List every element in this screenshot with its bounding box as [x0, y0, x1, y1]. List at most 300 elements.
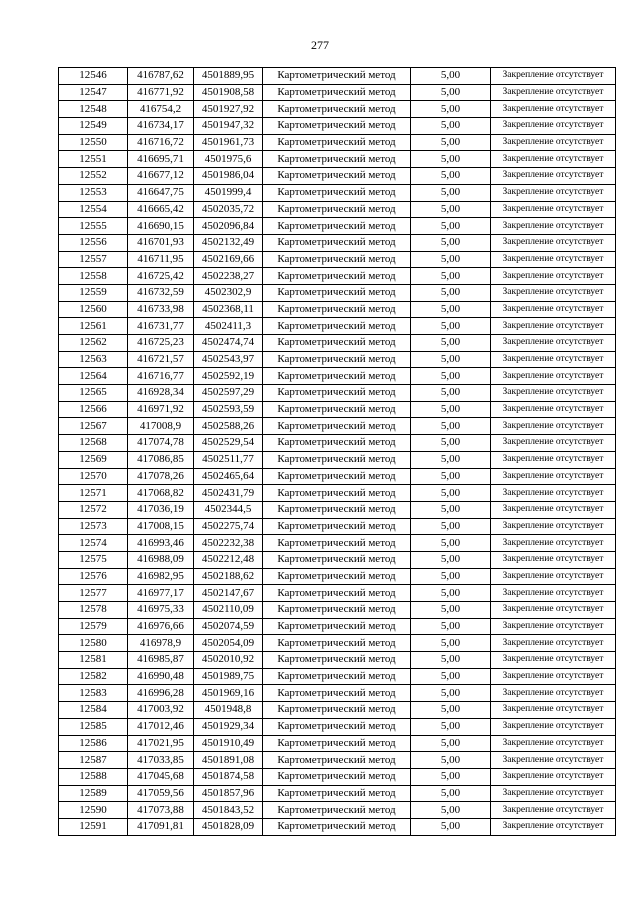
cell-x-coordinate: 417086,85: [128, 451, 194, 468]
cell-point-number: 12572: [59, 501, 128, 518]
cell-method: Картометрический метод: [263, 802, 411, 819]
cell-x-coordinate: 416971,92: [128, 401, 194, 418]
cell-method: Картометрический метод: [263, 401, 411, 418]
cell-method: Картометрический метод: [263, 134, 411, 151]
cell-point-number: 12563: [59, 351, 128, 368]
cell-point-number: 12585: [59, 718, 128, 735]
cell-y-coordinate: 4502035,72: [194, 201, 263, 218]
table-row: [59, 418, 616, 435]
table-row: [59, 301, 616, 318]
cell-fixing: Закрепление отсутствует: [491, 785, 616, 802]
cell-x-coordinate: 416731,77: [128, 318, 194, 335]
cell-x-coordinate: 416787,62: [128, 68, 194, 85]
cell-point-number: 12587: [59, 752, 128, 769]
cell-accuracy: 5,00: [411, 451, 491, 468]
cell-method: Картометрический метод: [263, 68, 411, 85]
cell-x-coordinate: 416725,42: [128, 268, 194, 285]
cell-method: Картометрический метод: [263, 685, 411, 702]
cell-y-coordinate: 4502212,48: [194, 551, 263, 568]
table-row: [59, 735, 616, 752]
cell-y-coordinate: 4501910,49: [194, 735, 263, 752]
cell-method: Картометрический метод: [263, 351, 411, 368]
cell-method: Картометрический метод: [263, 668, 411, 685]
cell-method: Картометрический метод: [263, 535, 411, 552]
cell-x-coordinate: 417036,19: [128, 501, 194, 518]
cell-y-coordinate: 4502302,9: [194, 284, 263, 301]
cell-x-coordinate: 417091,81: [128, 818, 194, 835]
cell-method: Картометрический метод: [263, 468, 411, 485]
cell-fixing: Закрепление отсутствует: [491, 768, 616, 785]
cell-method: Картометрический метод: [263, 101, 411, 118]
cell-x-coordinate: 417012,46: [128, 718, 194, 735]
cell-x-coordinate: 416725,23: [128, 335, 194, 352]
cell-accuracy: 5,00: [411, 435, 491, 452]
cell-method: Картометрический метод: [263, 385, 411, 402]
cell-accuracy: 5,00: [411, 602, 491, 619]
cell-point-number: 12562: [59, 335, 128, 352]
cell-point-number: 12570: [59, 468, 128, 485]
cell-y-coordinate: 4502010,92: [194, 652, 263, 669]
cell-y-coordinate: 4502238,27: [194, 268, 263, 285]
cell-point-number: 12551: [59, 151, 128, 168]
cell-point-number: 12573: [59, 518, 128, 535]
table-row: [59, 134, 616, 151]
cell-method: Картометрический метод: [263, 118, 411, 135]
cell-x-coordinate: 416732,59: [128, 284, 194, 301]
cell-y-coordinate: 4502169,66: [194, 251, 263, 268]
cell-x-coordinate: 417033,85: [128, 752, 194, 769]
table-row: [59, 685, 616, 702]
cell-point-number: 12566: [59, 401, 128, 418]
cell-fixing: Закрепление отсутствует: [491, 168, 616, 185]
cell-method: Картометрический метод: [263, 818, 411, 835]
cell-y-coordinate: 4501908,58: [194, 84, 263, 101]
cell-method: Картометрический метод: [263, 184, 411, 201]
cell-accuracy: 5,00: [411, 118, 491, 135]
cell-fixing: Закрепление отсутствует: [491, 702, 616, 719]
cell-y-coordinate: 4502511,77: [194, 451, 263, 468]
cell-method: Картометрический метод: [263, 201, 411, 218]
cell-fixing: Закрепление отсутствует: [491, 351, 616, 368]
cell-y-coordinate: 4501857,96: [194, 785, 263, 802]
cell-y-coordinate: 4502543,97: [194, 351, 263, 368]
cell-point-number: 12558: [59, 268, 128, 285]
cell-accuracy: 5,00: [411, 101, 491, 118]
cell-x-coordinate: 417021,95: [128, 735, 194, 752]
cell-point-number: 12548: [59, 101, 128, 118]
table-row: [59, 201, 616, 218]
cell-method: Картометрический метод: [263, 568, 411, 585]
cell-accuracy: 5,00: [411, 535, 491, 552]
cell-fixing: Закрепление отсутствует: [491, 301, 616, 318]
cell-accuracy: 5,00: [411, 284, 491, 301]
cell-point-number: 12550: [59, 134, 128, 151]
cell-y-coordinate: 4502232,38: [194, 535, 263, 552]
table-row: [59, 101, 616, 118]
cell-fixing: Закрепление отсутствует: [491, 501, 616, 518]
cell-accuracy: 5,00: [411, 635, 491, 652]
cell-fixing: Закрепление отсутствует: [491, 802, 616, 819]
cell-method: Картометрический метод: [263, 84, 411, 101]
cell-method: Картометрический метод: [263, 618, 411, 635]
cell-y-coordinate: 4502147,67: [194, 585, 263, 602]
cell-y-coordinate: 4502474,74: [194, 335, 263, 352]
cell-accuracy: 5,00: [411, 401, 491, 418]
table-row: [59, 318, 616, 335]
cell-point-number: 12586: [59, 735, 128, 752]
cell-point-number: 12591: [59, 818, 128, 835]
cell-point-number: 12576: [59, 568, 128, 585]
table-row: [59, 368, 616, 385]
cell-accuracy: 5,00: [411, 68, 491, 85]
cell-point-number: 12560: [59, 301, 128, 318]
cell-x-coordinate: 416734,17: [128, 118, 194, 135]
cell-accuracy: 5,00: [411, 735, 491, 752]
cell-method: Картометрический метод: [263, 501, 411, 518]
cell-point-number: 12567: [59, 418, 128, 435]
cell-point-number: 12581: [59, 652, 128, 669]
cell-accuracy: 5,00: [411, 818, 491, 835]
coordinates-table: [58, 67, 616, 836]
cell-method: Картометрический метод: [263, 318, 411, 335]
cell-x-coordinate: 416975,33: [128, 602, 194, 619]
cell-method: Картометрический метод: [263, 284, 411, 301]
cell-method: Картометрический метод: [263, 635, 411, 652]
table-row: [59, 652, 616, 669]
cell-point-number: 12547: [59, 84, 128, 101]
cell-y-coordinate: 4501891,08: [194, 752, 263, 769]
cell-fixing: Закрепление отсутствует: [491, 435, 616, 452]
cell-y-coordinate: 4501828,09: [194, 818, 263, 835]
cell-accuracy: 5,00: [411, 618, 491, 635]
table-row: [59, 68, 616, 85]
cell-accuracy: 5,00: [411, 518, 491, 535]
cell-fixing: Закрепление отсутствует: [491, 818, 616, 835]
cell-y-coordinate: 4501989,75: [194, 668, 263, 685]
cell-x-coordinate: 417074,78: [128, 435, 194, 452]
cell-x-coordinate: 417068,82: [128, 485, 194, 502]
cell-method: Картометрический метод: [263, 752, 411, 769]
cell-fixing: Закрепление отсутствует: [491, 418, 616, 435]
cell-y-coordinate: 4502110,09: [194, 602, 263, 619]
cell-method: Картометрический метод: [263, 735, 411, 752]
table-row: [59, 668, 616, 685]
cell-method: Картометрический метод: [263, 718, 411, 735]
table-row: [59, 785, 616, 802]
cell-accuracy: 5,00: [411, 551, 491, 568]
table-row: [59, 451, 616, 468]
table-row: [59, 234, 616, 251]
cell-fixing: Закрепление отсутствует: [491, 101, 616, 118]
table-row: [59, 251, 616, 268]
cell-method: Картометрический метод: [263, 551, 411, 568]
cell-x-coordinate: 416690,15: [128, 218, 194, 235]
cell-fixing: Закрепление отсутствует: [491, 368, 616, 385]
cell-accuracy: 5,00: [411, 184, 491, 201]
table-row: [59, 535, 616, 552]
cell-fixing: Закрепление отсутствует: [491, 685, 616, 702]
cell-method: Картометрический метод: [263, 518, 411, 535]
table-row: [59, 151, 616, 168]
cell-point-number: 12565: [59, 385, 128, 402]
cell-point-number: 12583: [59, 685, 128, 702]
table-row: [59, 718, 616, 735]
cell-y-coordinate: 4502368,11: [194, 301, 263, 318]
table-row: [59, 351, 616, 368]
cell-y-coordinate: 4502275,74: [194, 518, 263, 535]
cell-method: Картометрический метод: [263, 151, 411, 168]
cell-x-coordinate: 416695,71: [128, 151, 194, 168]
cell-fixing: Закрепление отсутствует: [491, 568, 616, 585]
cell-point-number: 12552: [59, 168, 128, 185]
cell-method: Картометрический метод: [263, 585, 411, 602]
cell-fixing: Закрепление отсутствует: [491, 218, 616, 235]
cell-point-number: 12582: [59, 668, 128, 685]
cell-accuracy: 5,00: [411, 652, 491, 669]
table-row: [59, 618, 616, 635]
table-row: [59, 802, 616, 819]
cell-fixing: Закрепление отсутствует: [491, 251, 616, 268]
cell-fixing: Закрепление отсутствует: [491, 401, 616, 418]
table-row: [59, 84, 616, 101]
cell-y-coordinate: 4501948,8: [194, 702, 263, 719]
cell-accuracy: 5,00: [411, 768, 491, 785]
cell-x-coordinate: 416996,28: [128, 685, 194, 702]
cell-method: Картометрический метод: [263, 218, 411, 235]
cell-fixing: Закрепление отсутствует: [491, 735, 616, 752]
table-row: [59, 551, 616, 568]
cell-accuracy: 5,00: [411, 201, 491, 218]
cell-y-coordinate: 4501969,16: [194, 685, 263, 702]
table-row: [59, 168, 616, 185]
cell-fixing: Закрепление отсутствует: [491, 635, 616, 652]
cell-fixing: Закрепление отсутствует: [491, 201, 616, 218]
cell-x-coordinate: 416711,95: [128, 251, 194, 268]
cell-x-coordinate: 417008,15: [128, 518, 194, 535]
cell-x-coordinate: 416665,42: [128, 201, 194, 218]
cell-fixing: Закрепление отсутствует: [491, 151, 616, 168]
cell-y-coordinate: 4501889,95: [194, 68, 263, 85]
cell-y-coordinate: 4502074,59: [194, 618, 263, 635]
cell-accuracy: 5,00: [411, 418, 491, 435]
cell-point-number: 12559: [59, 284, 128, 301]
cell-point-number: 12589: [59, 785, 128, 802]
cell-fixing: Закрепление отсутствует: [491, 84, 616, 101]
cell-x-coordinate: 417008,9: [128, 418, 194, 435]
cell-fixing: Закрепление отсутствует: [491, 485, 616, 502]
cell-fixing: Закрепление отсутствует: [491, 668, 616, 685]
table-row: [59, 518, 616, 535]
cell-y-coordinate: 4502588,26: [194, 418, 263, 435]
cell-fixing: Закрепление отсутствует: [491, 234, 616, 251]
table-row: [59, 385, 616, 402]
cell-x-coordinate: 416990,48: [128, 668, 194, 685]
cell-accuracy: 5,00: [411, 501, 491, 518]
cell-point-number: 12577: [59, 585, 128, 602]
cell-x-coordinate: 416978,9: [128, 635, 194, 652]
cell-fixing: Закрепление отсутствует: [491, 535, 616, 552]
cell-accuracy: 5,00: [411, 151, 491, 168]
cell-accuracy: 5,00: [411, 685, 491, 702]
cell-method: Картометрический метод: [263, 301, 411, 318]
cell-accuracy: 5,00: [411, 335, 491, 352]
cell-point-number: 12575: [59, 551, 128, 568]
cell-fixing: Закрепление отсутствует: [491, 385, 616, 402]
cell-y-coordinate: 4501929,34: [194, 718, 263, 735]
cell-point-number: 12564: [59, 368, 128, 385]
cell-fixing: Закрепление отсутствует: [491, 518, 616, 535]
cell-fixing: Закрепление отсутствует: [491, 68, 616, 85]
cell-method: Картометрический метод: [263, 785, 411, 802]
cell-x-coordinate: 416647,75: [128, 184, 194, 201]
table-row: [59, 602, 616, 619]
cell-accuracy: 5,00: [411, 802, 491, 819]
cell-point-number: 12555: [59, 218, 128, 235]
cell-fixing: Закрепление отсутствует: [491, 652, 616, 669]
cell-x-coordinate: 416677,12: [128, 168, 194, 185]
cell-point-number: 12578: [59, 602, 128, 619]
table-row: [59, 568, 616, 585]
cell-accuracy: 5,00: [411, 234, 491, 251]
cell-fixing: Закрепление отсутствует: [491, 184, 616, 201]
cell-method: Картометрический метод: [263, 234, 411, 251]
cell-fixing: Закрепление отсутствует: [491, 618, 616, 635]
cell-fixing: Закрепление отсутствует: [491, 335, 616, 352]
cell-x-coordinate: 416985,87: [128, 652, 194, 669]
cell-x-coordinate: 416716,77: [128, 368, 194, 385]
cell-fixing: Закрепление отсутствует: [491, 451, 616, 468]
page-number: 277: [311, 38, 329, 52]
cell-accuracy: 5,00: [411, 218, 491, 235]
cell-y-coordinate: 4501927,92: [194, 101, 263, 118]
cell-y-coordinate: 4501961,73: [194, 134, 263, 151]
cell-method: Картометрический метод: [263, 418, 411, 435]
cell-accuracy: 5,00: [411, 752, 491, 769]
cell-point-number: 12580: [59, 635, 128, 652]
table-row: [59, 485, 616, 502]
cell-point-number: 12546: [59, 68, 128, 85]
cell-fixing: Закрепление отсутствует: [491, 468, 616, 485]
cell-y-coordinate: 4501999,4: [194, 184, 263, 201]
cell-point-number: 12579: [59, 618, 128, 635]
cell-point-number: 12568: [59, 435, 128, 452]
cell-method: Картометрический метод: [263, 768, 411, 785]
cell-x-coordinate: 416733,98: [128, 301, 194, 318]
cell-accuracy: 5,00: [411, 702, 491, 719]
cell-accuracy: 5,00: [411, 785, 491, 802]
cell-point-number: 12556: [59, 234, 128, 251]
cell-x-coordinate: 417045,68: [128, 768, 194, 785]
cell-y-coordinate: 4501947,32: [194, 118, 263, 135]
cell-point-number: 12554: [59, 201, 128, 218]
cell-point-number: 12549: [59, 118, 128, 135]
cell-x-coordinate: 416701,93: [128, 234, 194, 251]
cell-method: Картометрический метод: [263, 368, 411, 385]
cell-x-coordinate: 416928,34: [128, 385, 194, 402]
cell-x-coordinate: 417078,26: [128, 468, 194, 485]
cell-accuracy: 5,00: [411, 718, 491, 735]
cell-x-coordinate: 416993,46: [128, 535, 194, 552]
cell-fixing: Закрепление отсутствует: [491, 118, 616, 135]
cell-x-coordinate: 416771,92: [128, 84, 194, 101]
table-row: [59, 702, 616, 719]
cell-y-coordinate: 4501843,52: [194, 802, 263, 819]
cell-point-number: 12584: [59, 702, 128, 719]
cell-y-coordinate: 4502188,62: [194, 568, 263, 585]
cell-method: Картометрический метод: [263, 268, 411, 285]
cell-fixing: Закрепление отсутствует: [491, 585, 616, 602]
cell-y-coordinate: 4501975,6: [194, 151, 263, 168]
cell-method: Картометрический метод: [263, 168, 411, 185]
cell-x-coordinate: 416976,66: [128, 618, 194, 635]
cell-point-number: 12569: [59, 451, 128, 468]
table-row: [59, 468, 616, 485]
cell-fixing: Закрепление отсутствует: [491, 718, 616, 735]
cell-point-number: 12553: [59, 184, 128, 201]
cell-y-coordinate: 4501874,58: [194, 768, 263, 785]
cell-method: Картометрический метод: [263, 451, 411, 468]
cell-y-coordinate: 4502593,59: [194, 401, 263, 418]
cell-accuracy: 5,00: [411, 251, 491, 268]
cell-y-coordinate: 4501986,04: [194, 168, 263, 185]
cell-point-number: 12561: [59, 318, 128, 335]
cell-accuracy: 5,00: [411, 468, 491, 485]
cell-method: Картометрический метод: [263, 435, 411, 452]
cell-y-coordinate: 4502597,29: [194, 385, 263, 402]
cell-fixing: Закрепление отсутствует: [491, 284, 616, 301]
cell-y-coordinate: 4502132,49: [194, 234, 263, 251]
cell-point-number: 12571: [59, 485, 128, 502]
cell-method: Картометрический метод: [263, 602, 411, 619]
table-row: [59, 818, 616, 835]
cell-x-coordinate: 416982,95: [128, 568, 194, 585]
cell-method: Картометрический метод: [263, 335, 411, 352]
cell-accuracy: 5,00: [411, 134, 491, 151]
cell-fixing: Закрепление отсутствует: [491, 551, 616, 568]
table-body: [59, 68, 616, 836]
cell-y-coordinate: 4502431,79: [194, 485, 263, 502]
cell-point-number: 12557: [59, 251, 128, 268]
cell-accuracy: 5,00: [411, 568, 491, 585]
table-row: [59, 184, 616, 201]
cell-accuracy: 5,00: [411, 485, 491, 502]
cell-fixing: Закрепление отсутствует: [491, 602, 616, 619]
cell-y-coordinate: 4502096,84: [194, 218, 263, 235]
cell-x-coordinate: 416754,2: [128, 101, 194, 118]
cell-accuracy: 5,00: [411, 585, 491, 602]
cell-x-coordinate: 416716,72: [128, 134, 194, 151]
cell-x-coordinate: 417059,56: [128, 785, 194, 802]
cell-x-coordinate: 417003,92: [128, 702, 194, 719]
cell-fixing: Закрепление отсутствует: [491, 318, 616, 335]
table-row: [59, 768, 616, 785]
cell-accuracy: 5,00: [411, 301, 491, 318]
cell-accuracy: 5,00: [411, 84, 491, 101]
cell-accuracy: 5,00: [411, 318, 491, 335]
table-row: [59, 635, 616, 652]
cell-accuracy: 5,00: [411, 168, 491, 185]
cell-fixing: Закрепление отсутствует: [491, 268, 616, 285]
cell-y-coordinate: 4502529,54: [194, 435, 263, 452]
table-row: [59, 284, 616, 301]
cell-y-coordinate: 4502465,64: [194, 468, 263, 485]
table-row: [59, 585, 616, 602]
table-row: [59, 501, 616, 518]
cell-method: Картометрический метод: [263, 251, 411, 268]
cell-accuracy: 5,00: [411, 268, 491, 285]
cell-x-coordinate: 417073,88: [128, 802, 194, 819]
table-row: [59, 218, 616, 235]
